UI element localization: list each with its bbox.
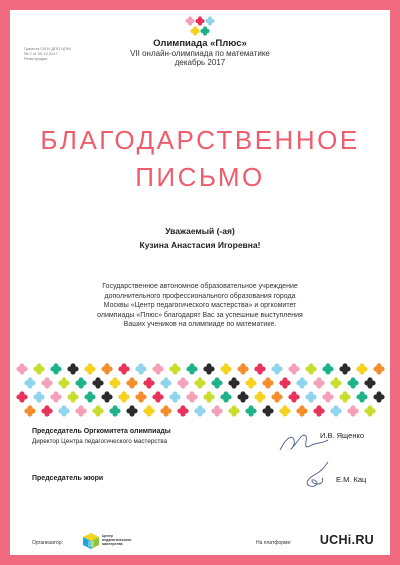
- stamp-line: Регистрация: [24, 56, 48, 61]
- plus-icon: [172, 366, 178, 372]
- plus-icon: [299, 380, 305, 386]
- plus-icon: [299, 408, 305, 414]
- plus-icon: [240, 394, 246, 400]
- plus-icon: [342, 366, 348, 372]
- body-line: Москвы «Центр педагогического мастерства» и оргкомитет: [103, 302, 297, 309]
- greeting: [10, 224, 390, 252]
- plus-icon: [155, 366, 161, 372]
- plus-icon: [248, 380, 254, 386]
- plus-icon: [27, 380, 33, 386]
- plus-icon: [53, 394, 59, 400]
- plus-icon: [248, 408, 254, 414]
- plus-icon: [36, 394, 42, 400]
- body-line: дополнительного профессионального образования города: [104, 292, 296, 300]
- plus-icon: [291, 366, 297, 372]
- certificate-title: [10, 122, 390, 196]
- plus-icon: [316, 408, 322, 414]
- plus-icon: [78, 408, 84, 414]
- plus-icon: [325, 394, 331, 400]
- plus-icon: [61, 408, 67, 414]
- plus-icon: [257, 394, 263, 400]
- jury-signature: [298, 458, 338, 490]
- plus-icon: [53, 366, 59, 372]
- plus-icon: [192, 28, 197, 33]
- plus-icon: [112, 380, 118, 386]
- chair-subtitle: Директор Центра педагогического мастерства: [32, 438, 168, 445]
- plus-icon: [61, 380, 67, 386]
- plus-icon: [87, 394, 93, 400]
- plus-icon: [70, 366, 76, 372]
- plus-icon: [189, 394, 195, 400]
- plus-icon: [70, 394, 76, 400]
- plus-icon: [44, 380, 50, 386]
- plus-icon: [112, 408, 118, 414]
- plus-icon: [274, 366, 280, 372]
- olympiad-header: [10, 38, 390, 67]
- plus-icon: [274, 394, 280, 400]
- plus-icon: [189, 366, 195, 372]
- plus-icon: [214, 380, 220, 386]
- plus-icon: [367, 380, 373, 386]
- olympiad-name: Олимпиада «Плюс»: [153, 38, 247, 49]
- plus-icon: [197, 408, 203, 414]
- plus-icon: [202, 28, 207, 33]
- plus-icon: [265, 380, 271, 386]
- recipient-name: Кузина Анастасия Игоревна!: [139, 240, 261, 250]
- body-line: олимпиады «Плюс» благодарят Вас за успешные выступления: [97, 311, 303, 319]
- olympiad-date: декабрь 2017: [174, 58, 226, 67]
- plus-pattern: [10, 362, 390, 422]
- plus-icon: [206, 394, 212, 400]
- plus-icon: [376, 394, 382, 400]
- plus-icon: [282, 380, 288, 386]
- plus-icon: [129, 380, 135, 386]
- title-line-1: БЛАГОДАРСТВЕННОЕ: [40, 125, 360, 155]
- stamp-line: № 2 от 20.12.2017: [24, 51, 58, 56]
- body-line: Государственное автономное образовательное учреждение: [102, 283, 298, 290]
- plus-icon: [19, 394, 25, 400]
- plus-icon: [104, 366, 110, 372]
- plus-icon: [180, 380, 186, 386]
- plus-icon: [87, 366, 93, 372]
- stamp-line: Грамота ГАОУ ДПО ЦПМ: [24, 46, 71, 51]
- plus-icon: [121, 366, 127, 372]
- plus-icon: [333, 380, 339, 386]
- plus-icon: [197, 18, 202, 23]
- jury-name: Е.М. Кац: [336, 475, 367, 484]
- plus-icon: [146, 408, 152, 414]
- plus-icon: [187, 18, 192, 23]
- plus-icon: [359, 366, 365, 372]
- plus-icon: [265, 408, 271, 414]
- plus-icon: [207, 18, 212, 23]
- plus-icon: [308, 394, 314, 400]
- plus-icon: [291, 394, 297, 400]
- plus-icon: [350, 380, 356, 386]
- organizer-label: Организатор:: [32, 540, 63, 546]
- title-line-2: ПИСЬМО: [135, 162, 265, 192]
- platform-logo: UCHi.RU: [319, 533, 374, 547]
- plus-icon: [138, 394, 144, 400]
- organizer-name: Центр педагогического мастерства: [102, 534, 132, 547]
- plus-icon: [231, 380, 237, 386]
- plus-icon: [316, 380, 322, 386]
- plus-icon: [36, 366, 42, 372]
- certificate-sheet: [10, 10, 390, 555]
- plus-icon: [129, 408, 135, 414]
- plus-icon: [257, 366, 263, 372]
- olympiad-subtitle: VII онлайн-олимпиада по математике: [130, 49, 270, 58]
- plus-icon: [27, 408, 33, 414]
- plus-icon: [206, 366, 212, 372]
- plus-icon: [231, 408, 237, 414]
- plus-icon: [223, 366, 229, 372]
- plus-icon: [376, 366, 382, 372]
- plus-icon: [163, 408, 169, 414]
- plus-icon: [325, 366, 331, 372]
- plus-icon: [180, 408, 186, 414]
- plus-icon: [282, 408, 288, 414]
- plus-icon: [146, 380, 152, 386]
- body-line: Ваших учеников на олимпиаде по математике.: [123, 321, 277, 328]
- plus-icon: [223, 394, 229, 400]
- plus-icon: [44, 408, 50, 414]
- salutation: Уважаемый (-ая): [165, 226, 235, 236]
- chair-name: И.В. Ященко: [320, 431, 364, 440]
- platform-label: На платформе:: [256, 540, 292, 546]
- plus-icon: [104, 394, 110, 400]
- organizer-cube-logo-icon: [82, 532, 100, 550]
- chair-title: Председатель Оргкомитета олимпиады: [32, 428, 171, 435]
- plus-icon: [350, 408, 356, 414]
- plus-icon: [214, 408, 220, 414]
- plus-icon: [240, 366, 246, 372]
- plus-icon: [367, 408, 373, 414]
- plus-icon: [95, 408, 101, 414]
- plus-icon: [197, 380, 203, 386]
- plus-icon: [172, 394, 178, 400]
- plus-icon: [163, 380, 169, 386]
- plus-icon: [19, 366, 25, 372]
- plus-icon: [333, 408, 339, 414]
- plus-icon: [95, 380, 101, 386]
- plus-icon: [308, 366, 314, 372]
- plus-icon: [78, 380, 84, 386]
- plus-icon: [121, 394, 127, 400]
- plus-icon: [155, 394, 161, 400]
- body-text: [50, 282, 350, 330]
- jury-title: Председатель жюри: [32, 475, 104, 482]
- plus-icon: [359, 394, 365, 400]
- plus-icon: [138, 366, 144, 372]
- plus-icon: [342, 394, 348, 400]
